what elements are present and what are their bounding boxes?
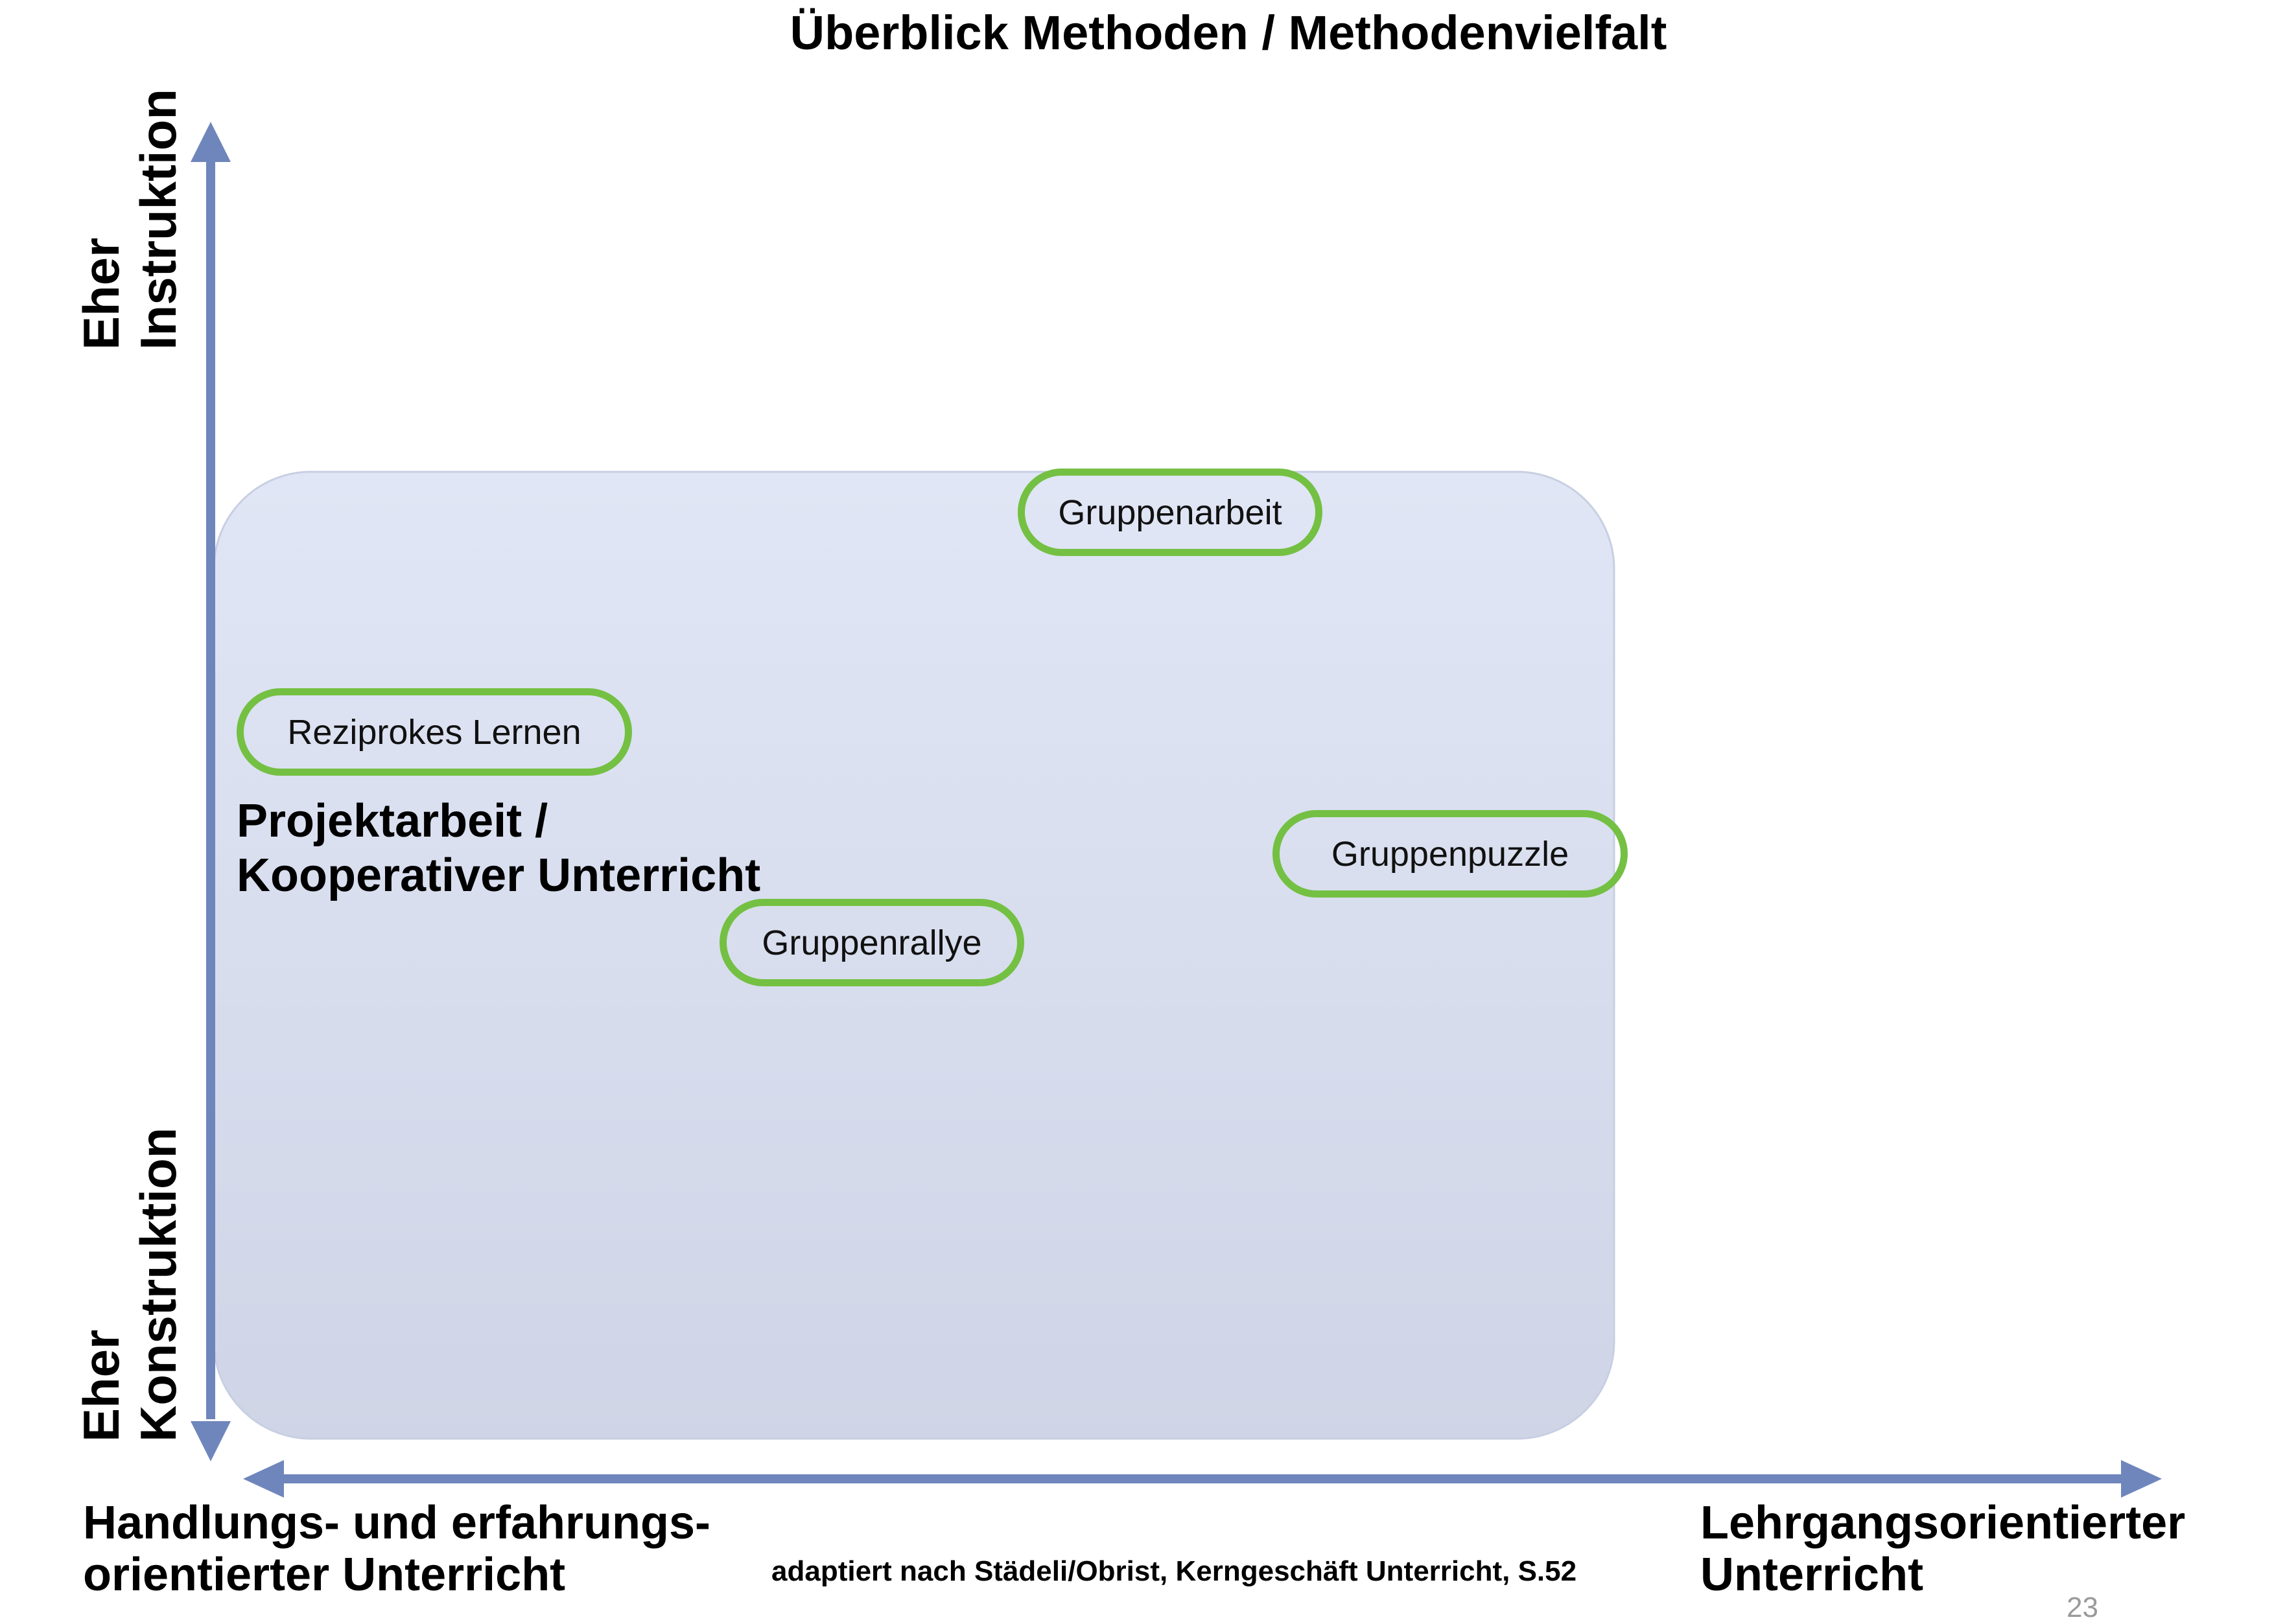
x-axis-left-label-line1: Handlungs- und erfahrungs- — [83, 1497, 710, 1549]
method-label-gruppenpuzzle: Gruppenpuzzle — [1331, 834, 1569, 874]
x-axis-right-label-line1: Lehrgangsorientierter — [1700, 1497, 2186, 1549]
method-label-gruppenrallye: Gruppenrallye — [762, 923, 982, 962]
x-axis-arrow-left — [243, 1460, 284, 1498]
page-title: Überblick Methoden / Methodenvielfalt — [790, 6, 1667, 60]
y-axis-arrow-up — [191, 122, 231, 162]
x-axis-left-label — [83, 1497, 710, 1601]
y-axis-bottom-label — [73, 1128, 187, 1442]
method-pill-reziprokes-lernen — [237, 688, 632, 776]
method-label-reziprokes-lernen: Reziprokes Lernen — [287, 712, 581, 752]
y-axis-top-label-line1: Eher — [73, 237, 130, 350]
y-axis-top-label-line2: Instruktion — [130, 89, 187, 350]
y-axis-top-label — [73, 89, 187, 350]
region-label — [237, 794, 760, 903]
x-axis — [243, 1460, 2162, 1498]
page-number: 23 — [2067, 1592, 2098, 1623]
y-axis-bottom-label-line2: Konstruktion — [130, 1127, 187, 1442]
source-citation: adaptiert nach Städeli/Obrist, Kerngeschäft Unterricht, S.52 — [771, 1555, 1577, 1587]
x-axis-right-label-line2: Unterricht — [1700, 1549, 1924, 1601]
x-axis-left-label-line2: orientierter Unterricht — [83, 1549, 566, 1601]
x-axis-right-label — [1700, 1497, 2185, 1601]
method-pill-gruppenrallye — [720, 899, 1024, 986]
x-axis-arrow-right — [2121, 1460, 2162, 1498]
method-pill-gruppenarbeit — [1018, 469, 1322, 556]
y-axis-arrow-down — [191, 1421, 231, 1461]
method-pill-gruppenpuzzle — [1272, 810, 1628, 898]
y-axis-bottom-label-line1: Eher — [73, 1329, 130, 1442]
method-label-gruppenarbeit: Gruppenarbeit — [1058, 493, 1282, 532]
region-label-line1: Projektarbeit / — [237, 795, 548, 847]
region-label-line2: Kooperativer Unterricht — [237, 850, 761, 901]
